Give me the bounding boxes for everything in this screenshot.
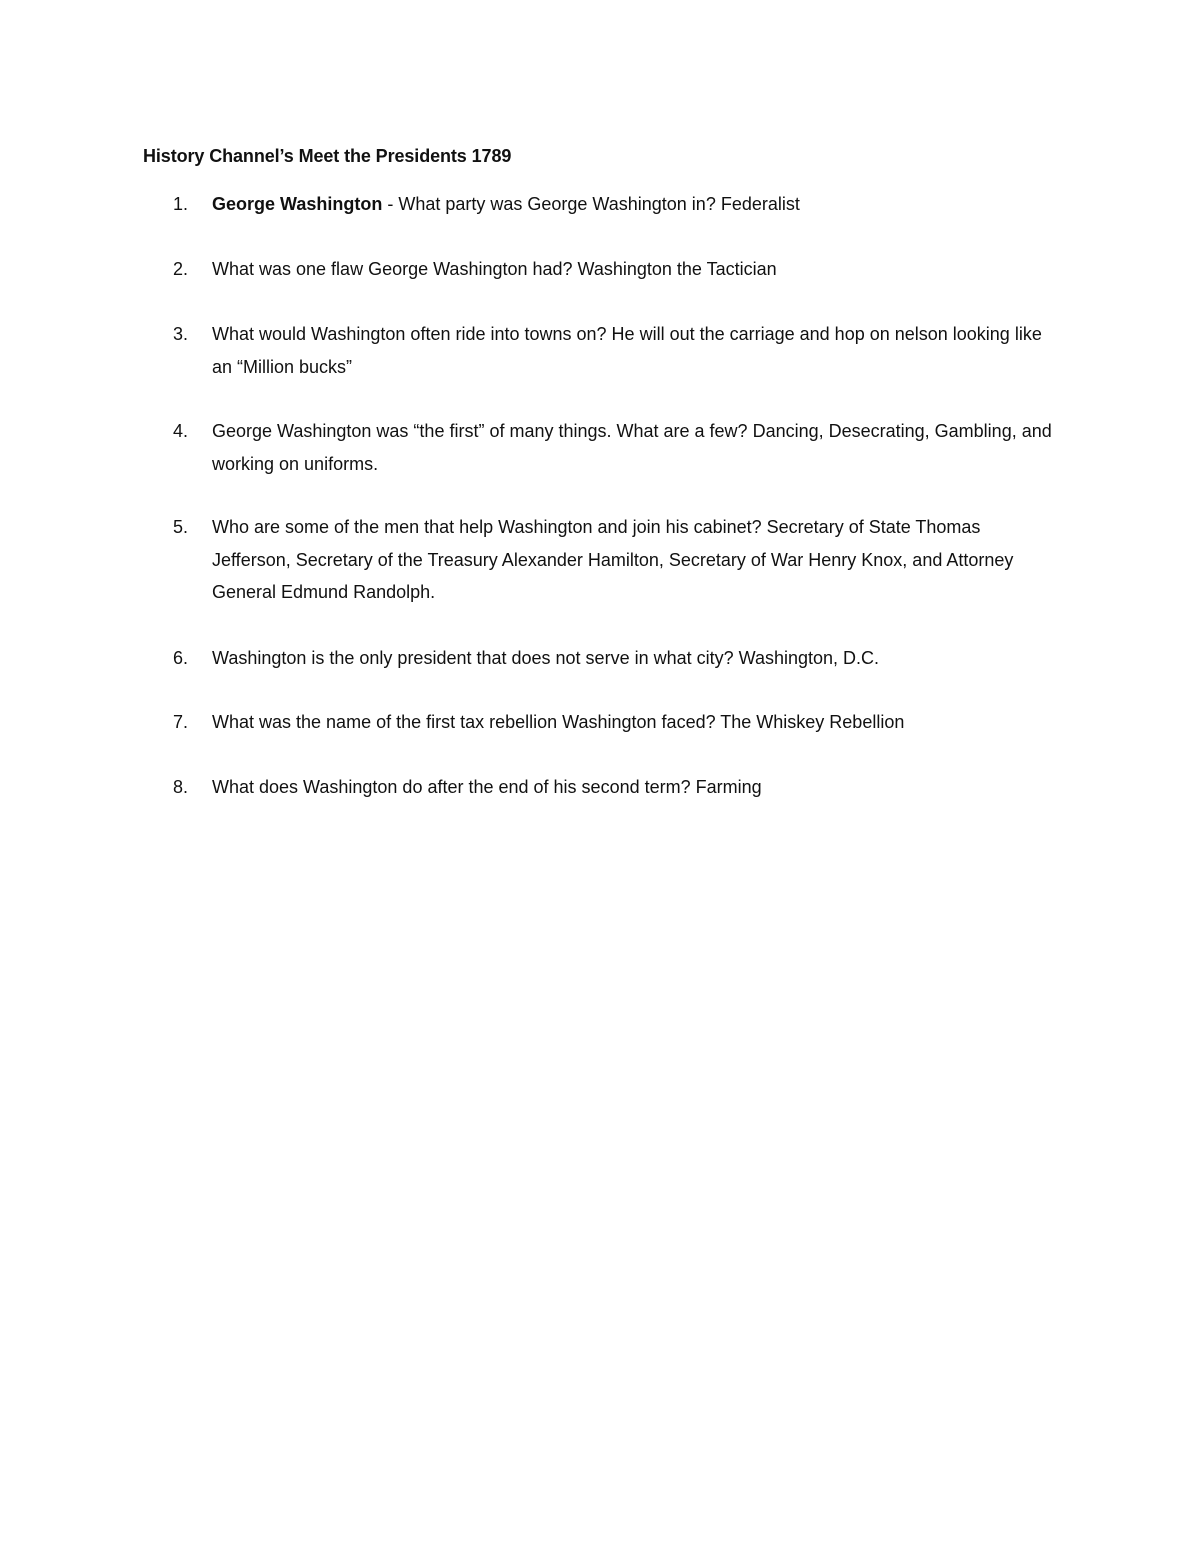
question-number: 4.	[173, 421, 189, 441]
question-number: 2.	[173, 259, 189, 279]
question-text: What would Washington often ride into towns on? He will out the carriage and hop on nelson looking like an “Million bucks”	[212, 324, 1042, 377]
question-item-7	[173, 706, 1073, 739]
question-number: 1.	[173, 194, 189, 214]
question-body: - What party was George Washington in? Federalist	[382, 194, 800, 214]
question-number: 7.	[173, 712, 189, 732]
question-text: Washington is the only president that does not serve in what city? Washington, D.C.	[212, 648, 880, 668]
question-item-8	[173, 771, 1073, 804]
question-item-5	[173, 511, 1073, 609]
question-number: 5.	[173, 517, 189, 537]
question-number: 8.	[173, 777, 189, 797]
question-text: What was the name of the first tax rebellion Washington faced? The Whiskey Rebellion	[212, 712, 905, 732]
question-text: What does Washington do after the end of his second term? Farming	[212, 777, 762, 797]
question-item-6	[173, 642, 1073, 675]
question-item-2	[173, 253, 1073, 286]
question-number: 3.	[173, 324, 189, 344]
question-item-4	[173, 415, 1073, 480]
question-item-3	[173, 318, 1073, 383]
question-text: Who are some of the men that help Washington and join his cabinet? Secretary of State Thomas Jefferson, Secretary of the Treasury Alexander Hamilton, Secretary of War Henry Knox, and Attorney General Edmund Randolph.	[212, 517, 1014, 602]
question-item-1	[173, 188, 1073, 221]
question-text	[212, 188, 1062, 221]
document-title: History Channel’s Meet the Presidents 1789	[143, 146, 512, 166]
question-text: George Washington was “the first” of many things. What are a few? Dancing, Desecrating, Gambling, and working on uniforms.	[212, 421, 1052, 474]
question-text: What was one flaw George Washington had? Washington the Tactician	[212, 259, 777, 279]
question-subject: George Washington	[212, 194, 383, 214]
question-number: 6.	[173, 648, 189, 668]
